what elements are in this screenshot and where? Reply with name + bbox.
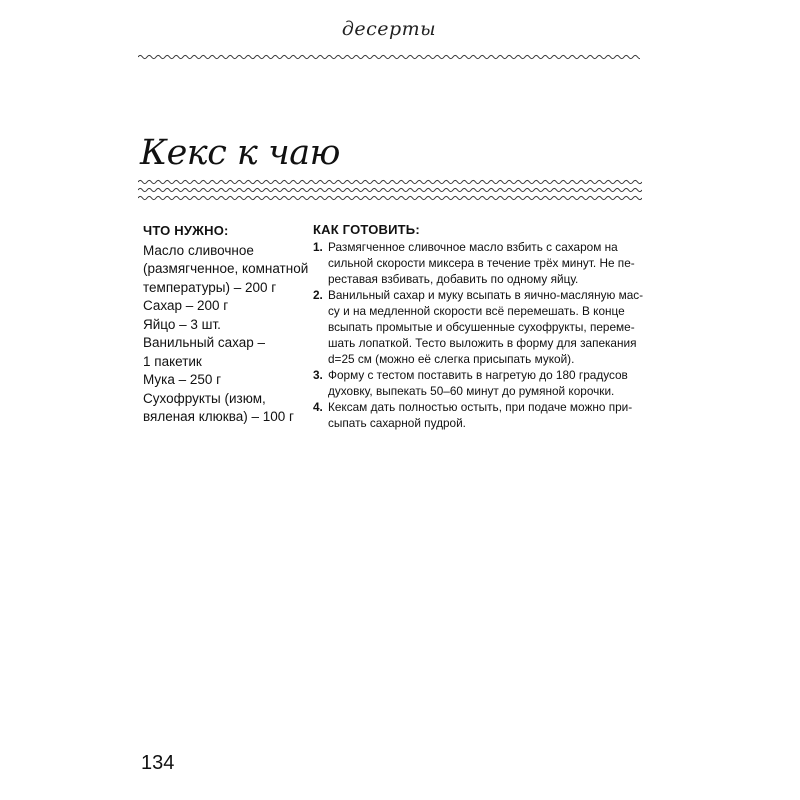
steps-list: [313, 239, 648, 431]
ingredient-line: 1 пакетик: [143, 353, 202, 369]
ingredients-heading: ЧТО НУЖНО:: [143, 223, 229, 238]
ingredient-line: температуры) – 200 г: [143, 279, 277, 295]
step-text-line: Размягченное сливочное масло взбить с сахаром на: [328, 240, 618, 254]
recipe-title: Кекс к чаю: [140, 133, 340, 173]
section-title: десерты: [341, 18, 437, 40]
running-header: [138, 18, 640, 50]
ingredients-column: [143, 222, 309, 427]
ingredient-line: (размягченное, комнатной: [143, 261, 309, 276]
ingredient-line: Масло сливочное: [143, 242, 254, 258]
ingredient-line: Ванильный сахар –: [143, 335, 266, 350]
step-text-line: шать лопаткой. Тесто выложить в форму для запекания: [328, 336, 637, 350]
step-text-line: сильной скорости миксера в течение трёх минут. Не пе-: [328, 256, 635, 270]
header-wave-divider: [138, 52, 640, 62]
title-wave-divider: [138, 178, 642, 202]
step-number: 1.: [313, 240, 323, 254]
step-text-line: духовку, выпекать 50–60 минут до румяной корочки.: [328, 384, 615, 398]
ingredient-line: Яйцо – 3 шт.: [143, 316, 221, 332]
recipe-step: [313, 287, 648, 367]
step-text-line: Форму с тестом поставить в нагретую до 180 градусов: [328, 368, 628, 382]
step-text-line: Ванильный сахар и муку всыпать в яично-масляную мас-: [328, 288, 644, 302]
recipe-step: [313, 399, 648, 431]
instructions-heading: КАК ГОТОВИТЬ:: [313, 222, 420, 237]
ingredient-line: Мука – 250 г: [143, 372, 222, 387]
ingredient-line: Сухофрукты (изюм,: [143, 390, 266, 406]
step-text-line: всыпать промытые и обсушенные сухофрукты, переме-: [328, 320, 635, 334]
ingredient-line: Сахар – 200 г: [143, 298, 229, 313]
recipe-step: [313, 367, 648, 399]
page-number: 134: [141, 752, 175, 774]
step-text-line: су и на медленной скорости всё перемешать. В конце: [328, 304, 625, 318]
step-text-line: Кексам дать полностью остыть, при подаче можно при-: [328, 400, 633, 414]
ingredients-list: [143, 242, 309, 427]
step-text-line: реставая взбивать, добавить по одному яйцу.: [328, 272, 579, 286]
step-text-line: d=25 см (можно её слегка присыпать мукой).: [328, 352, 575, 366]
step-number: 3.: [313, 368, 323, 382]
ingredient-line: вяленая клюква) – 100 г: [143, 409, 294, 424]
step-number: 4.: [313, 400, 323, 414]
recipe-step: [313, 239, 648, 287]
instructions-column: [313, 222, 648, 431]
step-text-line: сыпать сахарной пудрой.: [328, 416, 466, 430]
step-number: 2.: [313, 288, 323, 302]
